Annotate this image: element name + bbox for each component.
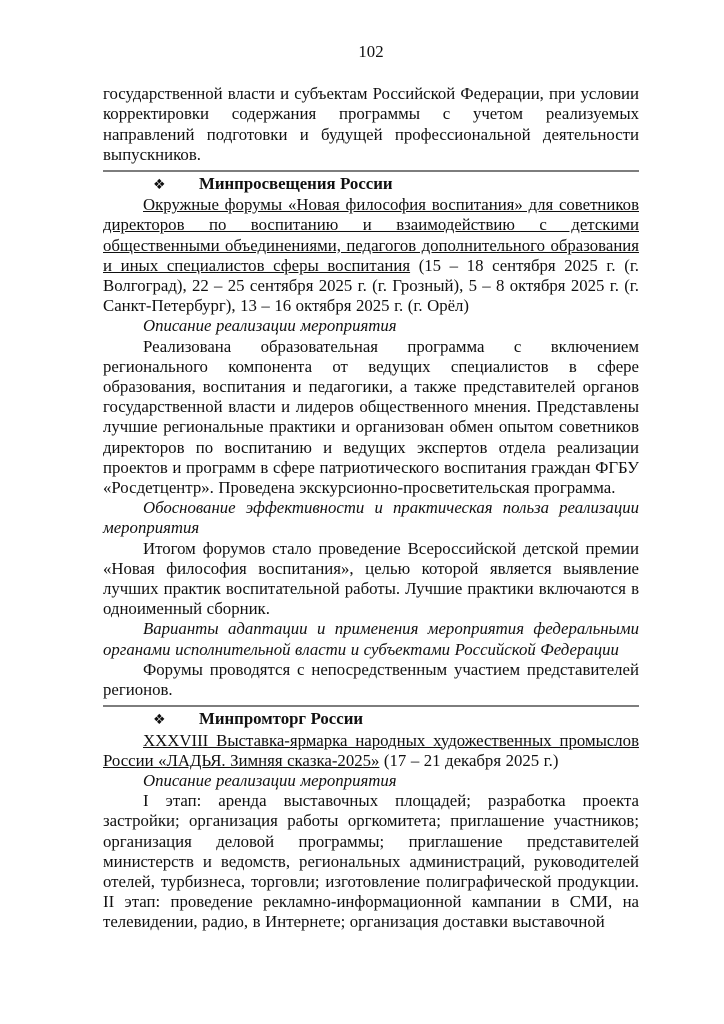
ministry-name: Минпромторг России <box>199 709 364 729</box>
effectiveness-paragraph: Итогом форумов стало проведение Всероссийской детской премии «Новая философия воспитания», целью которой является выявление лучших практик воспитательной работы. Лучшие практики включаются в одноименный сборник. <box>103 538 639 619</box>
description-paragraph: Реализована образовательная программа с включением регионального компонента от ведущих специалистов в сфере образования, воспитания и педагогики, а также представителей органов государственной власти и лидеров общественного мнения. Представлены лучшие региональные практики и организован обмен опытом советников директоров по воспитанию и ведущих экспертов отдела реализации проектов и программ в сфере патриотического воспитания граждан ФГБУ «Росдетцентр». Проведена экскурсионно-просветительская программа. <box>103 336 639 498</box>
description-paragraph: I этап: аренда выставочных площадей; разработка проекта застройки; организация работы оргкомитета; приглашение участников; организация деловой программы; приглашение представителей министерств и ведомств, региональных администраций, руководителей отелей, турбизнеса, торговли; изготовление полиграфической продукции. II этап: проведение рекламно-информационной кампании в СМИ, на телевидении, радио, в Интернете; организация доставки выставочной <box>103 791 639 932</box>
section-divider <box>103 705 639 707</box>
diamond-bullet-icon: ❖ <box>153 177 166 194</box>
label-description: Описание реализации мероприятия <box>143 770 397 790</box>
intro-paragraph: государственной власти и субъектам Российской Федерации, при условии корректировки содержания программы с учетом реализуемых направлений подготовки и будущей профессиональной деятельности выпускников. <box>103 84 639 164</box>
label-description: Описание реализации мероприятия <box>143 316 397 336</box>
diamond-bullet-icon: ❖ <box>153 712 166 729</box>
event-title: Окружные форумы «Новая философия воспитания» для советников директоров по воспитанию и взаимодействию с детскими общественными объединениями, педагогов дополнительного образования и иных специалистов сферы воспитания <box>103 195 639 275</box>
event-title: XXXVIII Выставка-ярмарка народных художественных промыслов России «ЛАДЬЯ. Зимняя сказка-2025» <box>103 730 639 770</box>
label-effectiveness: Обоснование эффективности и практическая польза реализации мероприятия <box>103 498 639 538</box>
section-heading-minpromtorg <box>103 709 639 730</box>
event-dates: (15 – 18 сентября 2025 г. (г. Волгоград), 22 – 25 сентября 2025 г. (г. Грозный), 5 – 8 октября 2025 г. (г. Санкт-Петербург), 13 – 16 октября 2025 г. (г. Орёл) <box>103 255 640 316</box>
event-dates: (17 – 21 декабря 2025 г.) <box>379 750 559 770</box>
event-title-paragraph <box>103 731 639 771</box>
event-title-paragraph <box>103 195 639 316</box>
page-content <box>103 42 639 933</box>
section-divider <box>103 170 639 172</box>
ministry-name: Минпросвещения России <box>199 174 393 194</box>
label-adaptation: Варианты адаптации и применения мероприятия федеральными органами исполнительной власти и субъектами Российской Федерации <box>103 619 639 659</box>
page-number: 102 <box>358 42 384 61</box>
adaptation-paragraph: Форумы проводятся с непосредственным участием представителей регионов. <box>103 659 639 700</box>
section-heading-minprosveshcheniya <box>103 174 639 195</box>
